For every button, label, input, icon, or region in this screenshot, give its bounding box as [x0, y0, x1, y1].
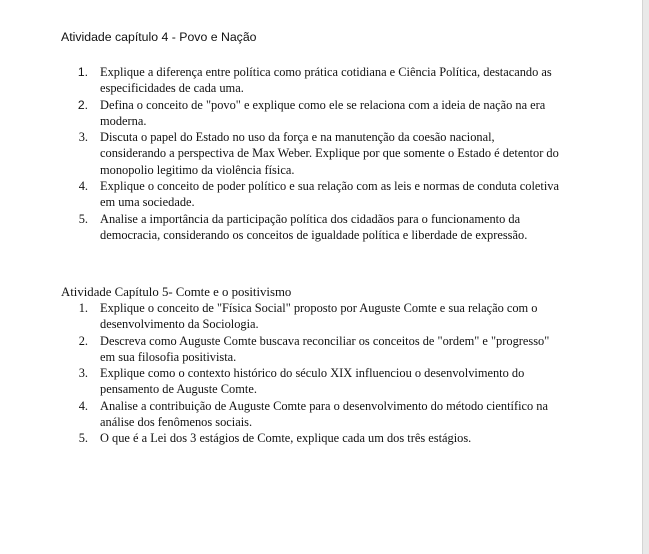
- chapter-5-title: Atividade Capítulo 5- Comte e o positivismo: [61, 285, 292, 299]
- question-item: [61, 64, 561, 97]
- question-text: Explique como o contexto histórico do século XIX influenciou o desenvolvimento do pensamento de Auguste Comte.: [100, 366, 525, 397]
- question-item: [61, 333, 561, 366]
- question-number: 2.: [78, 333, 88, 348]
- question-text: Analise a importância da participação política dos cidadãos para o funcionamento da democracia, considerando os conceitos de igualdade política e liberdade de expressão.: [100, 211, 528, 242]
- question-number: 3.: [78, 130, 88, 145]
- question-number: 2.: [77, 97, 88, 112]
- question-item: [61, 365, 561, 398]
- question-text: Analise a contribuição de Auguste Comte para o desenvolvimento do método científico na análise dos fenômenos sociais.: [100, 398, 549, 430]
- question-number: 5.: [78, 211, 88, 226]
- question-number: 1.: [78, 301, 88, 315]
- question-number: 5.: [78, 431, 88, 446]
- question-text: Descreva como Auguste Comte buscava reconciliar os conceitos de "ordem" e "progresso" em sua filosofia positivista.: [100, 333, 550, 364]
- question-text: Discuta o papel do Estado no uso da força e na manutenção da coesão nacional, considerando a perspectiva de Max Weber. Explique por que somente o Estado é detentor do monopolio legitimo da violência física.: [100, 130, 559, 177]
- page-right-edge: [642, 0, 649, 554]
- question-item: [61, 178, 561, 211]
- question-text: Explique o conceito de poder político e sua relação com as leis e normas de conduta coletiva em uma sociedade.: [100, 179, 559, 210]
- question-item: [61, 430, 561, 446]
- chapter-4-question-list: [61, 64, 561, 243]
- question-number: 3.: [78, 366, 88, 381]
- question-text: Explique o conceito de "Física Social" proposto por Auguste Comte e sua relação com o desenvolvimento da Sociologia.: [100, 301, 538, 332]
- question-item: [61, 97, 561, 130]
- chapter-5-question-list: [61, 300, 561, 447]
- activity-chapter-4: [61, 29, 561, 243]
- question-number: 4.: [78, 179, 88, 194]
- chapter-4-title: Atividade capítulo 4 - Povo e Nação: [61, 30, 257, 44]
- activity-chapter-5: [61, 284, 561, 447]
- question-number: 4.: [78, 398, 88, 413]
- question-text: Defina o conceito de "povo" e explique como ele se relaciona com a ideia de nação na era moderna.: [100, 97, 546, 128]
- question-item: [61, 398, 561, 431]
- question-number: 1.: [77, 65, 88, 79]
- question-item: [61, 129, 561, 178]
- question-item: [61, 300, 561, 333]
- question-text: O que é a Lei dos 3 estágios de Comte, explique cada um dos três estágios.: [100, 431, 472, 446]
- question-text: Explique a diferença entre política como prática cotidiana e Ciência Política, destacando as especificidades de cada uma.: [100, 65, 552, 96]
- question-item: [61, 211, 561, 244]
